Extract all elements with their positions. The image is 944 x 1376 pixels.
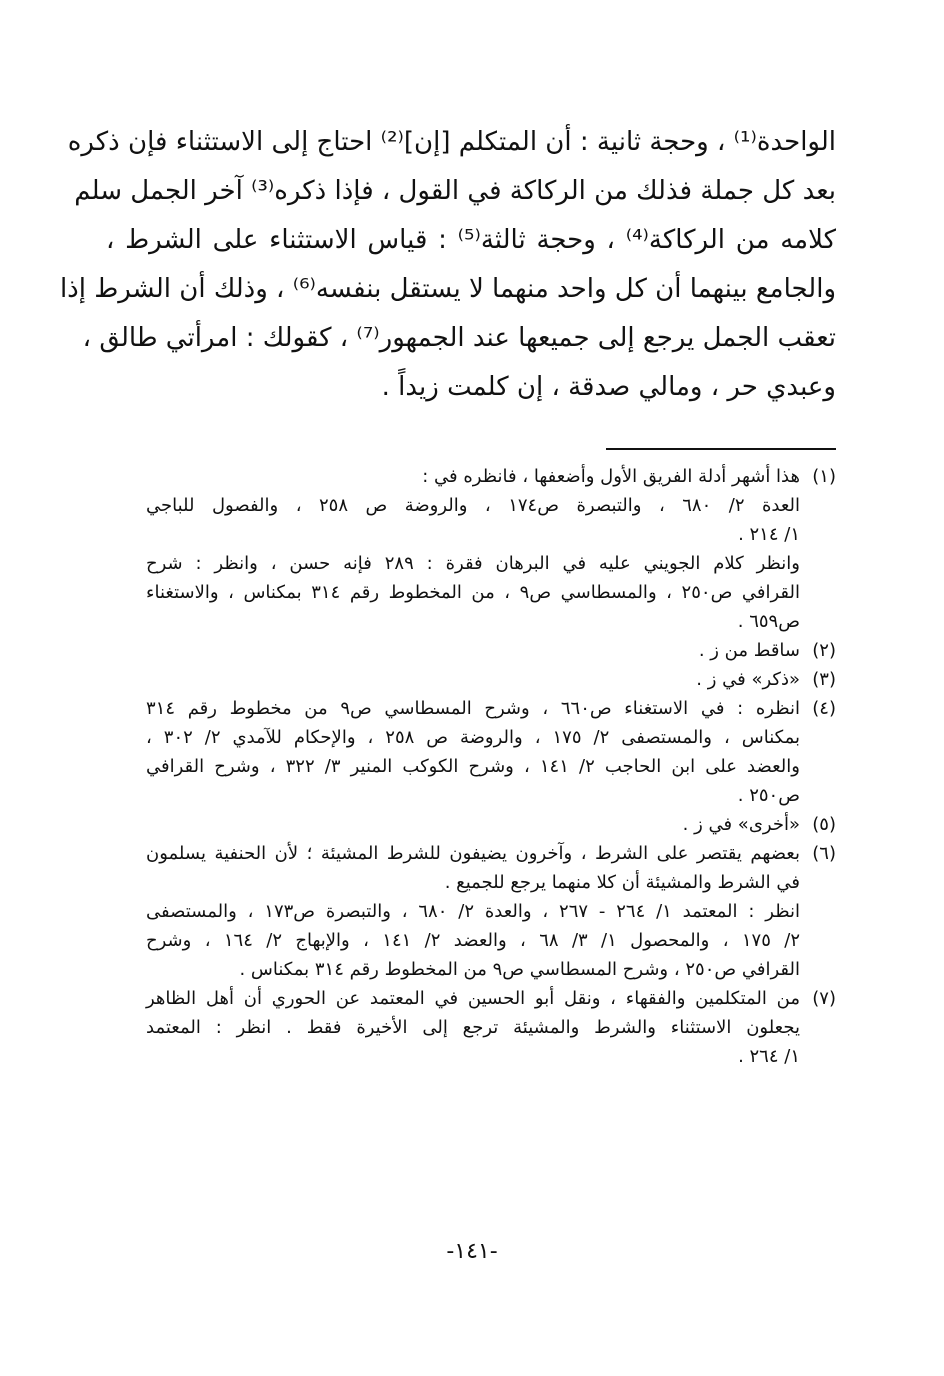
footnote-line: وانظر كلام الجويني عليه في البرهان فقرة : ٢٨٩ فإنه حسن ، وانظر : شرح xyxy=(146,553,801,574)
footnote-7 xyxy=(146,984,836,1071)
footnote-6 xyxy=(146,839,836,984)
footnote-number: (٦) xyxy=(812,843,836,864)
footnote-line: انظر : المعتمد ١/ ٢٦٤ - ٢٦٧ ، والعدة ٢/ ٦٨٠ ، والتبصرة ص١٧٣ ، والمستصفى xyxy=(146,901,800,922)
footnote-line: «أخرى» في ز . xyxy=(682,814,800,835)
footnote-line: ساقط من ز . xyxy=(698,640,800,661)
footnote-line: ١/ ٢٦٤ . xyxy=(738,1046,800,1067)
footnote-3 xyxy=(146,665,836,694)
page-number: -١٤١- xyxy=(446,1239,498,1264)
footnote-line: بعضهم يقتصر على الشرط ، وآخرون يضيفون للشرط المشيئة ؛ لأن الحنفية يسلمون xyxy=(146,843,800,864)
main-text-line: وعبدي حر ، ومالي صدقة ، إن كلمت زيداً . xyxy=(381,372,836,402)
footnote-2 xyxy=(146,636,836,665)
footnotes-list xyxy=(146,462,836,1071)
footnote-separator xyxy=(606,448,836,450)
main-text-line: كلامه من الركاكة⁽⁴⁾ ، وحجة ثالثة⁽⁵⁾ : قياس الاستثناء على الشرط ، xyxy=(106,225,836,255)
footnote-5 xyxy=(146,810,836,839)
footnote-line: والعضد على ابن الحاجب ٢/ ١٤١ ، وشرح الكوكب المنير ٣/ ٣٢٢ ، وشرح القرافي xyxy=(146,756,800,777)
footnote-line: من المتكلمين والفقهاء ، ونقل أبو الحسين في المعتمد عن الحوري أن أهل الظاهر xyxy=(146,988,800,1009)
footnote-line: القرافي ص٢٥٠ ، والمسطاسي ص٩ ، من المخطوط رقم ٣١٤ بمكناس ، والاستغناء xyxy=(146,582,801,603)
footnote-line: العدة ٢/ ٦٨٠ ، والتبصرة ص١٧٤ ، والروضة ص ٢٥٨ ، والفصول للباجي xyxy=(146,495,801,516)
main-text-line: والجامع بينهما أن كل واحد منهما لا يستقل بنفسه⁽⁶⁾ ، وذلك أن الشرط إذا xyxy=(59,274,836,304)
main-text-line: تعقب الجمل يرجع إلى جميعها عند الجمهور⁽⁷⁾ ، كقولك : امرأتي طالق ، xyxy=(82,323,836,353)
footnote-line: ص٦٥٩ . xyxy=(737,611,800,632)
footnote-line: ص٢٥٠ . xyxy=(737,785,800,806)
footnote-number: (٤) xyxy=(812,698,836,719)
footnote-line: هذا أشهر أدلة الفريق الأول وأضعفها ، فانظره في : xyxy=(422,466,800,487)
footnote-4 xyxy=(146,694,836,810)
footnote-line: بمكناس ، والمستصفى ٢/ ١٧٥ ، والروضة ص ٢٥٨ ، والإحكام للآمدي ٢/ ٣٠٢ ، xyxy=(146,727,800,748)
footnote-line: يجعلون الاستثناء والشرط والمشيئة ترجع إلى الأخيرة فقط . انظر : المعتمد xyxy=(146,1017,800,1038)
footnote-line: انظره : في الاستغناء ص٦٦٠ ، وشرح المسطاسي ص٩ من مخطوط رقم ٣١٤ xyxy=(146,698,800,719)
footnote-number: (٢) xyxy=(812,640,836,661)
footnote-number: (٥) xyxy=(812,814,836,835)
main-text-line: الواحدة⁽¹⁾ ، وحجة ثانية : أن المتكلم [إن]⁽²⁾ احتاج إلى الاستثناء فإن ذكره xyxy=(67,127,836,157)
footnote-number: (٧) xyxy=(812,988,836,1009)
main-text-block xyxy=(59,118,836,412)
main-text-line: بعد كل جملة فذلك من الركاكة في القول ، فإذا ذكره⁽³⁾ آخر الجمل سلم xyxy=(74,176,836,206)
footnote-number: (١) xyxy=(812,466,836,487)
footnote-line: «ذكر» في ز . xyxy=(696,669,800,690)
footnote-line: ٢/ ١٧٥ ، والمحصول ١/ ٣/ ٦٨ ، والعضد ٢/ ١٤١ ، والإبهاج ٢/ ١٦٤ ، وشرح xyxy=(146,930,801,951)
footnote-line: ١/ ٢١٤ . xyxy=(738,524,800,545)
footnote-line: القرافي ص٢٥٠ ، وشرح المسطاسي ص٩ من المخطوط رقم ٣١٤ بمكناس . xyxy=(239,959,800,980)
footnote-1 xyxy=(146,462,836,636)
footnote-number: (٣) xyxy=(812,669,836,690)
footnote-line: في الشرط والمشيئة أن كلا منهما يرجع للجميع . xyxy=(444,872,800,893)
